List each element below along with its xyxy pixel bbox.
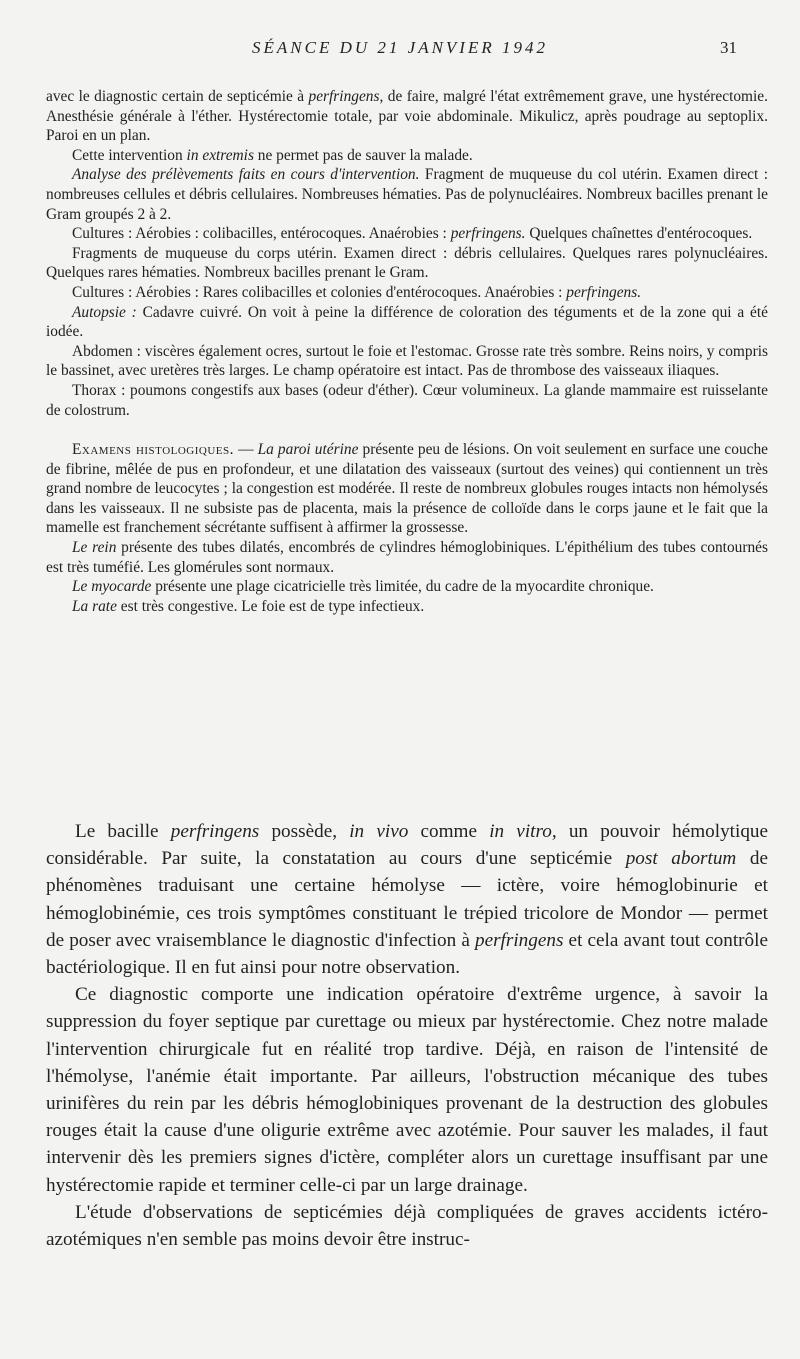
styled-text-run: La rate xyxy=(72,597,117,615)
page-number: 31 xyxy=(720,38,737,57)
styled-text-run: perfringens xyxy=(474,929,564,951)
paragraph xyxy=(46,981,768,1199)
text-run: avec le diagnostic certain de septicémie à xyxy=(46,88,309,105)
paragraph xyxy=(46,440,768,538)
text-run: Thorax : poumons congestifs aux bases (odeur d'éther). Cœur volumineux. La glande mammaire est ruisselante de colostrum. xyxy=(46,381,768,419)
text-run: L'étude d'observations de septicémies déjà compliquées de graves accidents ictéro-azotémiques n'en semble pas moins devoir être instruc- xyxy=(46,1201,768,1251)
styled-text-run: perfringens. xyxy=(566,283,642,301)
paragraph xyxy=(46,303,768,342)
styled-text-run: in vivo xyxy=(349,821,409,842)
text-run: possède, xyxy=(259,821,350,842)
styled-text-run: post abortum xyxy=(625,848,737,870)
paragraph xyxy=(46,87,768,146)
text-run: est très congestive. Le foie est de type infectieux. xyxy=(116,597,425,615)
paragraph xyxy=(46,597,768,617)
styled-text-run: La paroi utérine xyxy=(257,441,359,459)
paragraph xyxy=(46,818,768,981)
text-run: ne permet pas de sauver la malade. xyxy=(253,146,473,164)
text-run: Cadavre cuivré. On voit à peine la différence de coloration des téguments et de la zone qui a été iodée. xyxy=(46,303,768,341)
text-run: Le bacille xyxy=(75,821,171,842)
paragraph xyxy=(46,224,768,244)
paragraph xyxy=(46,146,768,166)
paragraph xyxy=(46,283,768,303)
styled-text-run: Examens histologiques. xyxy=(72,441,234,459)
paragraph xyxy=(46,577,768,597)
styled-text-run: perfringens xyxy=(308,88,380,105)
paragraph xyxy=(46,538,768,577)
text-run: Cultures : Aérobies : Rares colibacilles et colonies d'entérocoques. Anaérobies : xyxy=(72,283,567,301)
text-run: Abdomen : viscères également ocres, surtout le foie et l'estomac. Grosse rate très sombre. Reins noirs, y compris le bassinet, avec uretères très larges. Le champ opératoire est intact. Pas de thrombose des vaisseaux iliaques. xyxy=(46,342,768,380)
paragraph xyxy=(46,165,768,224)
case-report-small-text xyxy=(46,87,768,616)
text-run: présente des tubes dilatés, encombrés de cylindres hémoglobiniques. L'épithélium des tubes contournés est très tuméfié. Les glomérules sont normaux. xyxy=(46,539,768,576)
styled-text-run: Analyse des prélèvements faits en cours d'intervention. xyxy=(72,166,420,184)
text-run: présente une plage cicatricielle très limitée, du cadre de la myocardite chronique. xyxy=(151,578,654,596)
styled-text-run: Le myocarde xyxy=(72,578,152,596)
text-run: Cultures : Aérobies : colibacilles, entérocoques. Anaérobies : xyxy=(72,225,451,243)
text-run: Cette intervention xyxy=(72,146,187,164)
page-header xyxy=(0,38,800,68)
styled-text-run: Le rein xyxy=(72,539,117,557)
text-run: un pouvoir hémolytique considérable. Par suite, la constatation au cours d'une septicémie xyxy=(46,821,769,870)
styled-text-run: in extremis xyxy=(186,146,254,164)
text-run: , de faire, malgré l'état extrêmement grave, une hystérectomie. Anesthésie générale à l'éther. Hystérectomie totale, par voie abdominale. Mikulicz, après poudrage au septoplix. Paroi en un plan. xyxy=(46,88,768,145)
text-run: et cela avant tout contrôle bactériologique. Il en fut ainsi pour notre observation. xyxy=(46,929,768,979)
styled-text-run: perfringens xyxy=(170,821,260,842)
text-run: — xyxy=(233,441,258,459)
text-run: Quelques chaînettes d'entérocoques. xyxy=(525,225,753,243)
paragraph xyxy=(46,342,768,381)
paragraph xyxy=(46,244,768,283)
discussion-text xyxy=(46,818,768,1253)
paragraph xyxy=(46,381,768,420)
text-run: Fragments de muqueuse du corps utérin. Examen direct : débris cellulaires. Quelques rares polynucléaires. Quelques rares hématies. Nombreux bacilles prenant le Gram. xyxy=(46,244,768,282)
text-run: Fragment de muqueuse du col utérin. Examen direct : nombreuses cellules et débris cellulaires. Nombreuses hématies. Pas de polynucléaires. Nombreux bacilles prenant le Gram groupés 2 à 2. xyxy=(46,166,768,223)
text-run: présente peu de lésions. On voit seulement en surface une couche de fibrine, mêlée de pus en profondeur, et une dilatation des vaisseaux (surtout des veines) qui contiennent un très grand nombre de leucocytes ; la congestion est modérée. Il reste de nombreux globules rouges intacts non hémolysés dans les vaisseaux. Il ne subsiste pas de placenta, mais la présence de colloïde dans le corps jaune et le fait que la mamelle est franchement sécrétante suffisent à affirmer la grossesse. xyxy=(46,441,768,537)
styled-text-run: perfringens. xyxy=(450,225,526,243)
styled-text-run: Autopsie : xyxy=(72,303,137,321)
styled-text-run: in vitro, xyxy=(489,821,557,842)
text-run: de phénomènes traduisant une certaine hémolyse — ictère, voire hémoglobinurie et hémoglobinémie, ces trois symptômes constituant le trépied tricolore de Mondor — permet de poser avec vraisemblance le diagnostic d'infection à xyxy=(46,848,768,951)
paragraph xyxy=(46,1199,768,1253)
text-run: Ce diagnostic comporte une indication opératoire d'extrême urgence, à savoir la suppression du foyer septique par curettage ou mieux par hystérectomie. Chez notre malade l'intervention chirurgicale fut en réalité trop tardive. Déjà, en raison de l'intensité de l'hémolyse, l'anémie était importante. Par ailleurs, l'obstruction mécanique des tubes urinifères du rein par les débris hémoglobiniques provenant de la destruction des globules rouges était la cause d'une oligurie extrême avec azotémie. Pour sauver les malades, il faut intervenir dès les premiers signes d'ictère, compléter alors un curettage insuffisant par une hystérectomie rapide et terminer celle-ci par un large drainage. xyxy=(46,984,768,1196)
text-run: comme xyxy=(408,821,490,842)
running-title: SÉANCE DU 21 JANVIER 1942 xyxy=(252,38,548,57)
